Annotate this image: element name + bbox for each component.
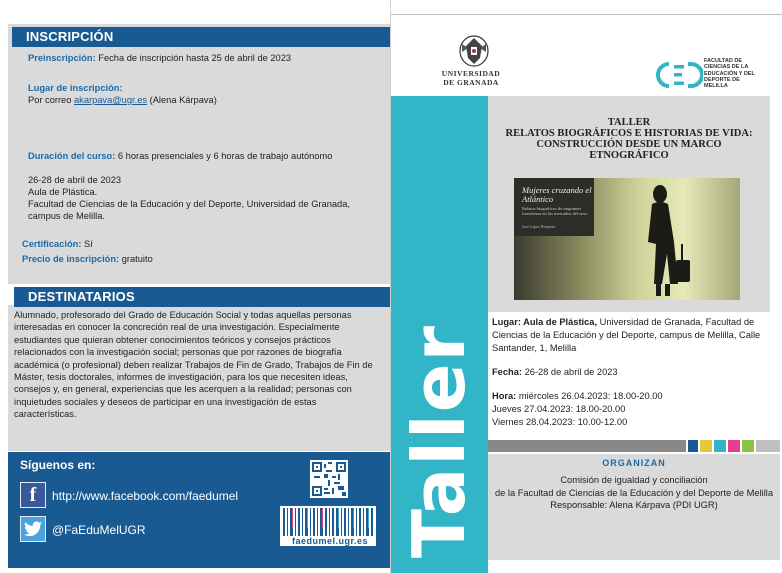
- facebook-icon[interactable]: f: [20, 482, 46, 508]
- preinscripcion-text: Fecha de inscripción hasta 25 de abril de 2023: [98, 53, 292, 63]
- color-swatch-teal: [714, 440, 726, 452]
- book-cover-photo: [514, 178, 740, 300]
- event-location: [492, 316, 764, 355]
- precio-value: gratuito: [121, 254, 153, 264]
- precio-line: Precio de inscripción: gratuito: [22, 254, 153, 264]
- certificacion-line: Certificación: Sí: [22, 239, 93, 249]
- color-swatch-lightgray: [756, 440, 780, 452]
- preinscripcion-line: [28, 52, 291, 64]
- lugar-inscripcion-label: Lugar de inscripción:: [28, 83, 123, 93]
- destinatarios-header: DESTINATARIOS: [14, 287, 390, 307]
- event-schedule: Hora: miércoles 26.04.2023: 18.00-20.00 Jueves 27.04.2023: 18.00-20.00 Viernes 28.04.2023: 10.00-12.00: [492, 391, 663, 427]
- destinatarios-text: Alumnado, profesorado del Grado de Educación Social y todas aquellas personas interesadas en conocer la concreción real de una investigación. Especialmente estudiantes que quieran obtener conocimientos teóricos y consejos prácticos relacionados con la investigación social; personas que por razones de biografía académica (o profesional) deben realizar Trabajos de Fin de Grado, Trabajos de Fin de Máster, tesis doctorales, informes de investigación, para los que necesiten ideas, consejos y, en general, experiencias que les acerquen a la realidad; personas con inquietudes sociales y deseos de participar en una investigación de estas características.: [14, 310, 373, 420]
- organizan-body: Comisión de igualdad y conciliación de la Facultad de Ciencias de la Educación y del Deporte de Melilla Responsable: Alena Kárpava (PDI UGR): [494, 475, 774, 511]
- duracion-text: 6 horas presenciales y 6 horas de trabajo autónomo: [117, 151, 333, 161]
- book-subtitle: Relatos biográficos de migrantes fronterizas en los mercados del sexo: [522, 206, 588, 216]
- color-swatch-yellow: [700, 440, 712, 452]
- course-facultad: Facultad de Ciencias de la Educación y del Deporte, Universidad de Granada,: [28, 199, 350, 209]
- taller-vertical-title: Taller: [397, 323, 481, 559]
- taller-title: TALLER RELATOS BIOGRÁFICOS E HISTORIAS DE VIDA: CONSTRUCCIÓN DESDE UN MARCO ETNOGRÁFICO: [505, 117, 753, 161]
- twitter-link[interactable]: @FaEduMelUGR: [52, 523, 146, 537]
- location-text: Universidad de Granada, Facultad de Ciencias de la Educación y del Deporte, campus de Melilla, Calle Santander, 1, Melilla: [492, 317, 761, 353]
- book-cover: [514, 178, 594, 236]
- preinscripcion-label: Preinscripción:: [28, 53, 96, 63]
- barcode-caption: faedumel.ugr.es: [284, 536, 376, 546]
- color-strip-gray: [488, 440, 686, 452]
- book-author: José López Riopedre: [522, 224, 556, 229]
- book-title: Mujeres cruzando el Atlántico: [522, 185, 592, 204]
- lugar-suffix: (Alena Kárpava): [149, 95, 217, 105]
- color-swatch-navy: [688, 440, 698, 452]
- facebook-link[interactable]: http://www.facebook.com/faedumel: [52, 489, 239, 503]
- ugr-name: UNIVERSIDAD DE GRANADA: [441, 69, 501, 87]
- lugar-inscripcion-line: [28, 94, 217, 106]
- duracion-line: [28, 150, 332, 162]
- course-aula: Aula de Plástica.: [28, 187, 98, 197]
- color-swatch-green: [742, 440, 754, 452]
- twitter-icon[interactable]: [20, 516, 46, 542]
- color-swatch-pink: [728, 440, 740, 452]
- ced-logo-icon: [655, 58, 703, 92]
- inscripcion-header: INSCRIPCIÓN: [12, 27, 390, 47]
- siguenos-title: Síguenos en:: [20, 458, 96, 472]
- ced-faculty-text: FACULTAD DE CIENCIAS DE LA EDUCACIÓN Y DEL DEPORTE DE MELILLA: [704, 58, 755, 90]
- duracion-label: Duración del curso:: [28, 151, 116, 161]
- event-date: Fecha: 26-28 de abril de 2023: [492, 367, 618, 377]
- social-panel: [8, 452, 390, 568]
- certificacion-value: Sí: [84, 239, 93, 249]
- lugar-prefix: Por correo: [28, 95, 72, 105]
- course-dates: 26-28 de abril de 2023: [28, 175, 122, 185]
- email-link[interactable]: akarpava@ugr.es: [74, 95, 148, 105]
- qr-code-icon: [310, 460, 348, 498]
- top-rule: [391, 14, 782, 15]
- course-campus: campus de Melilla.: [28, 211, 105, 221]
- woman-silhouette-icon: [634, 184, 694, 300]
- organizan-header: ORGANIZAN: [602, 458, 666, 468]
- location-label: Lugar: Aula de Plástica,: [492, 317, 598, 327]
